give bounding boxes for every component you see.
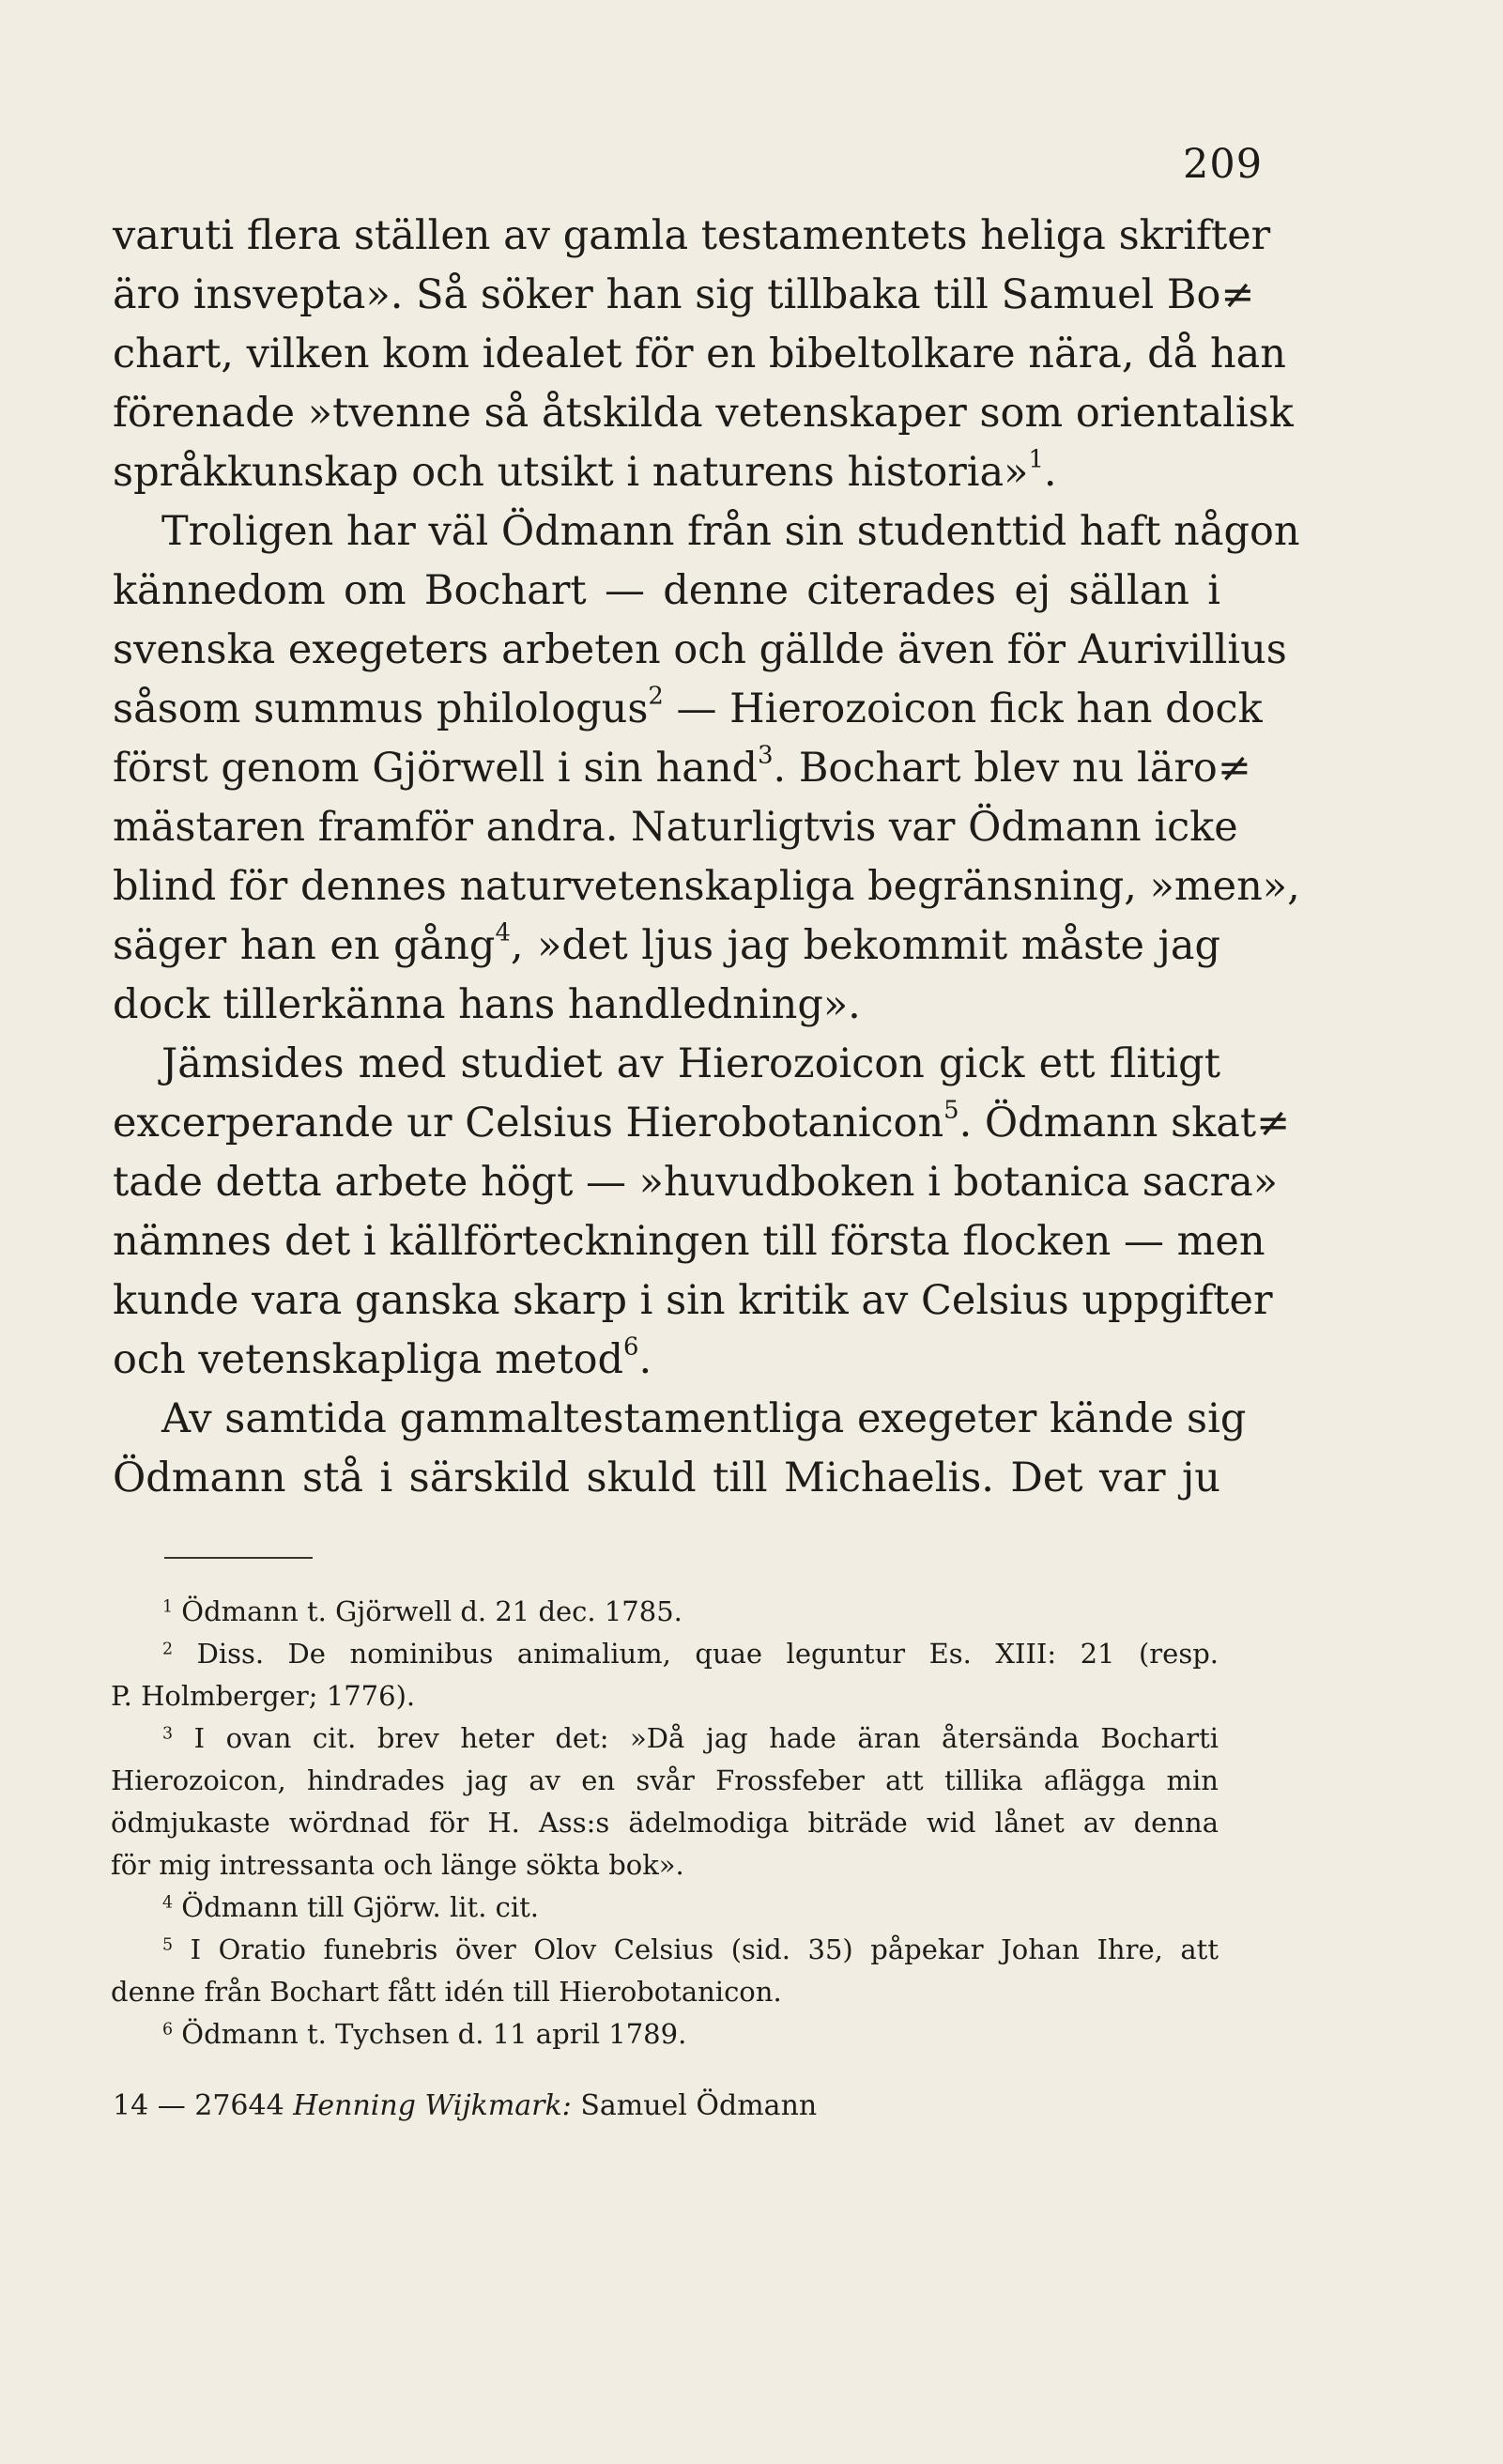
footnote-2 — [111, 1633, 1219, 1675]
footnote-text: Hierozoicon, hindrades jag av en svår Frossfeber att tillika aflägga min — [111, 1764, 1219, 1796]
text-line — [113, 1094, 1291, 1153]
body-text — [113, 207, 1300, 1508]
text-line: dock tillerkänna hans handledning». — [113, 981, 861, 1028]
footnote-1 — [111, 1591, 1219, 1633]
footnote-text: I Oratio funebris över Olov Celsius (sid. 35) påpekar Johan Ihre, att — [190, 1933, 1219, 1965]
text-line — [113, 739, 1251, 798]
text-run: . Bochart blev nu läro≠ — [773, 745, 1251, 792]
text-run: säger han en gång — [113, 922, 496, 969]
footnote-ref-6: 6 — [623, 1332, 639, 1362]
text-line: Av samtida gammaltestamentliga exegeter kände sig — [161, 1395, 1247, 1442]
text-line: Troligen har väl Ödmann från sin studenttid haft någon — [161, 508, 1300, 555]
footnote-text: I ovan cit. brev heter det: »Då jag hade äran återsända Bocharti — [193, 1722, 1219, 1754]
text-line — [113, 680, 1263, 739]
text-line: kunde vara ganska skarp i sin kritik av Celsius uppgifter — [113, 1277, 1273, 1324]
text-run: och vetenskapliga metod — [113, 1336, 624, 1383]
text-line: varuti flera ställen av gamla testamentets heliga skrifter — [113, 212, 1271, 259]
footnote-ref-5: 5 — [943, 1096, 959, 1125]
text-run: excerperande ur Celsius Hierobotanicon — [113, 1100, 944, 1147]
text-run: språkkunskap och utsikt i naturens historia» — [113, 449, 1029, 496]
footnote-text: denne från Bochart fått idén till Hierobotanicon. — [111, 1976, 782, 2008]
footer-author: Henning Wijkmark: — [293, 2089, 572, 2122]
text-run: — Hierozoicon fick han dock — [663, 685, 1263, 732]
text-line: chart, vilken kom idealet för en bibeltolkare nära, då han — [113, 331, 1286, 377]
footnote-text: Diss. De nominibus animalium, quae leguntur Es. XIII: 21 (resp. — [196, 1638, 1219, 1670]
text-run: , »det ljus jag bekommit måste jag — [510, 922, 1220, 969]
footnote-text: P. Holmberger; 1776). — [111, 1680, 416, 1712]
footnote-text: Ödmann till Gjörw. lit. cit. — [181, 1891, 540, 1923]
footnote-number: 3 — [162, 1724, 174, 1744]
footer-title: Samuel Ödmann — [580, 2089, 818, 2122]
footnote-number: 5 — [162, 1935, 174, 1955]
text-line: äro insvepta». Så söker han sig tillbaka till Samuel Bo≠ — [113, 271, 1255, 318]
text-line: Ödmann stå i särskild skuld till Michaelis. Det var ju — [113, 1455, 1220, 1502]
text-line — [113, 443, 1220, 502]
text-run: . — [638, 1336, 652, 1383]
footnote-number: 6 — [162, 2020, 174, 2040]
printer-signature: 14 — 27644 — [113, 2089, 284, 2122]
footnote-6 — [111, 2013, 1219, 2056]
text-line: Jämsides med studiet av Hierozoicon gick ett flitigt — [161, 1040, 1220, 1087]
footnote-ref-2: 2 — [648, 682, 664, 711]
text-line: tade detta arbete högt — »huvudboken i botanica sacra» — [113, 1159, 1279, 1206]
footnote-3 — [111, 1717, 1219, 1760]
footnote-text: Ödmann t. Tychsen d. 11 april 1789. — [181, 2018, 687, 2050]
footnote-text: Ödmann t. Gjörwell d. 21 dec. 1785. — [181, 1595, 682, 1627]
footnote-number: 2 — [162, 1640, 174, 1659]
page-footer — [113, 2087, 958, 2126]
text-run: . Ödmann skat≠ — [959, 1100, 1291, 1147]
footnote-text: ödmjukaste wördnad för H. Ass:s ädelmodiga biträde wid lånet av denna — [111, 1807, 1219, 1839]
text-line — [113, 916, 1220, 976]
text-run: först genom Gjörwell i sin hand — [113, 745, 759, 792]
footnote-number: 1 — [162, 1597, 174, 1617]
footnotes — [111, 1591, 1219, 2056]
footnote-ref-4: 4 — [495, 918, 511, 947]
text-line: svenska exegeters arbeten och gällde även för Aurivillius — [113, 626, 1287, 673]
text-run: . — [1043, 449, 1057, 496]
text-line: kännedom om Bochart — denne citerades ej sällan i — [113, 567, 1220, 614]
text-line: förenade »tvenne så åtskilda vetenskaper som orientalisk — [113, 390, 1294, 437]
footnote-divider — [164, 1557, 313, 1559]
footnote-5 — [111, 1929, 1219, 1971]
footnote-text: för mig intressanta och länge sökta bok». — [111, 1849, 684, 1881]
text-line: nämnes det i källförteckningen till första flocken — men — [113, 1218, 1265, 1265]
text-line: mästaren framför andra. Naturligtvis var Ödmann icke — [113, 804, 1238, 851]
footnote-4 — [111, 1886, 1219, 1929]
text-line: blind för dennes naturvetenskapliga begränsning, »men», — [113, 863, 1300, 910]
page-number: 209 — [1183, 141, 1264, 188]
footnote-number: 4 — [162, 1893, 174, 1913]
footnote-ref-1: 1 — [1028, 445, 1044, 474]
text-run: såsom summus philologus — [113, 685, 649, 732]
footnote-ref-3: 3 — [758, 741, 774, 770]
text-line — [113, 1331, 1220, 1390]
